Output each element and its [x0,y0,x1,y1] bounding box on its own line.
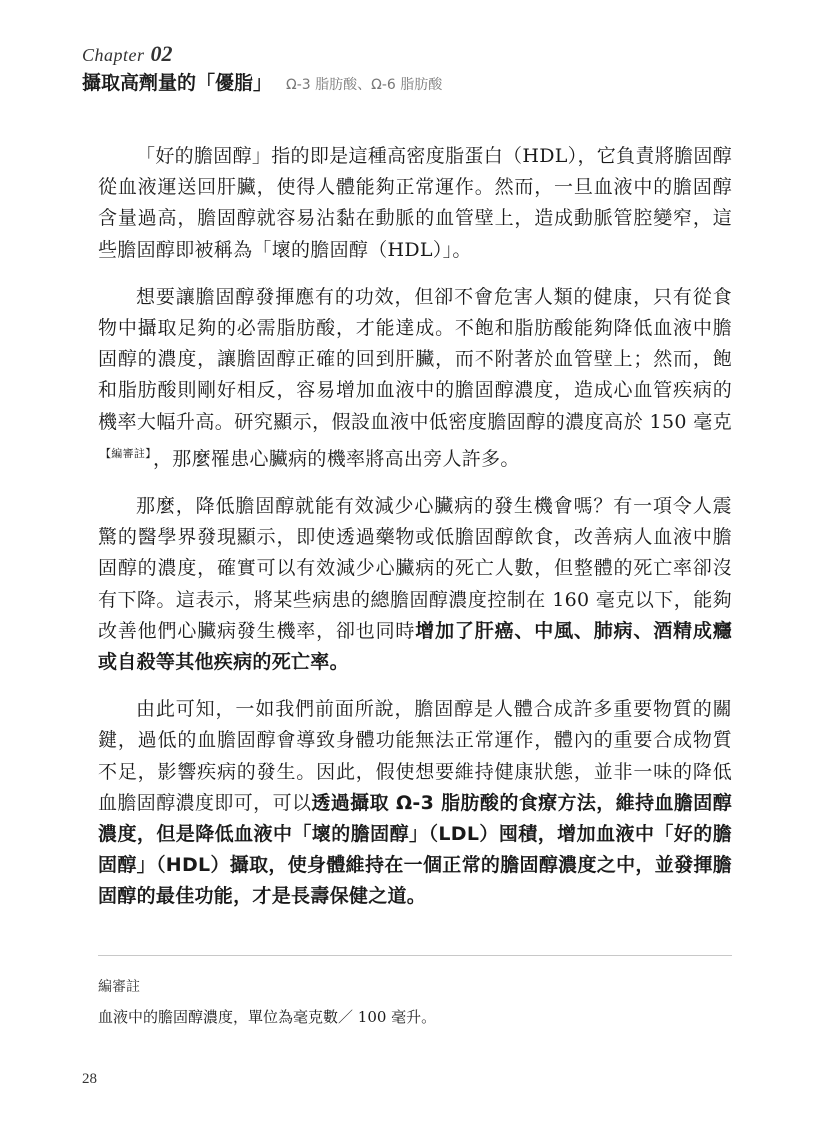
paragraph-2-text-end: ，那麼罹患心臟病的機率將高出旁人許多。 [153,447,520,470]
paragraph-1: 「好的膽固醇」指的即是這種高密度脂蛋白（HDL），它負責將膽固醇從血液運送回肝臟，使得人體能夠正常運作。然而，一旦血液中的膽固醇含量過高，膽固醇就容易沾黏在動脈的血管壁上，造成動脈管腔變窄，這些膽固醇即被稱為「壞的膽固醇（HDL）」。 [98,145,732,261]
footnote-label: 編審註 [98,979,140,995]
chapter-title: 攝取高劑量的「優脂」 [82,72,273,94]
paragraph-4-text: 由此可知，一如我們前面所說，膽固醇是人體合成許多重要物質的關鍵，過低的血膽固醇會導致身體功能無法正常運作，體內的重要合成物質不足，影響疾病的發生。因此，假使想要維持健康狀態，並非一味的降低血膽固醇濃度即可，可以 [98,698,732,814]
chapter-subtitle: Ω-3 脂肪酸、Ω-6 脂肪酸 [286,77,443,93]
paragraph-2 [98,282,732,475]
running-header [82,40,762,96]
footnote-text: 血液中的膽固醇濃度，單位為毫克數／ 100 毫升。 [98,1008,437,1026]
paragraph-3 [98,491,732,678]
chapter-title-line [82,70,762,96]
paragraph-3-text: 那麼，降低膽固醇就能有效減少心臟病的發生機會嗎？有一項令人震驚的醫學界發現顯示，即使透過藥物或低膽固醇飲食，改善病人血液中膽固醇的濃度，確實可以有效減少心臟病的死亡人數，但整體的死亡率卻沒有下降。這表示，將某些病患的總膽固醇濃度控制在 160 毫克以下，能夠改善他們心臟病發生機率，卻也同時 [98,495,732,642]
paragraph-4 [98,694,732,912]
main-text [98,141,732,929]
page-number: 28 [82,1071,97,1087]
chapter-word: Chapter [82,45,145,65]
chapter-number: 02 [150,41,173,66]
paragraph-4-emphasis: 透過攝取 Ω-3 脂肪酸的食療方法，維持血膽固醇濃度，但是降低血液中「壞的膽固醇」（LDL）囤積，增加血液中「好的膽固醇」（HDL）攝取，使身體維持在一個正常的膽固醇濃度之中，並發揮膽固醇的最佳功能，才是長壽保健之道。 [98,791,732,908]
paragraph-3-emphasis: 增加了肝癌、中風、肺病、酒精成癮或自殺等其他疾病的死亡率。 [98,619,732,674]
editor-note-marker: 【編審註】 [100,446,151,460]
chapter-label [82,40,762,68]
paragraph-2-text: 想要讓膽固醇發揮應有的功效，但卻不會危害人類的健康，只有從食物中攝取足夠的必需脂肪酸，才能達成。不飽和脂肪酸能夠降低血液中膽固醇的濃度，讓膽固醇正確的回到肝臟，而不附著於血管壁上；然而，飽和脂肪酸則剛好相反，容易增加血液中的膽固醇濃度，造成心血管疾病的機率大幅升高。研究顯示，假設血液中低密度膽固醇的濃度高於 150 毫克 [98,285,732,433]
footnote-divider [98,955,732,956]
